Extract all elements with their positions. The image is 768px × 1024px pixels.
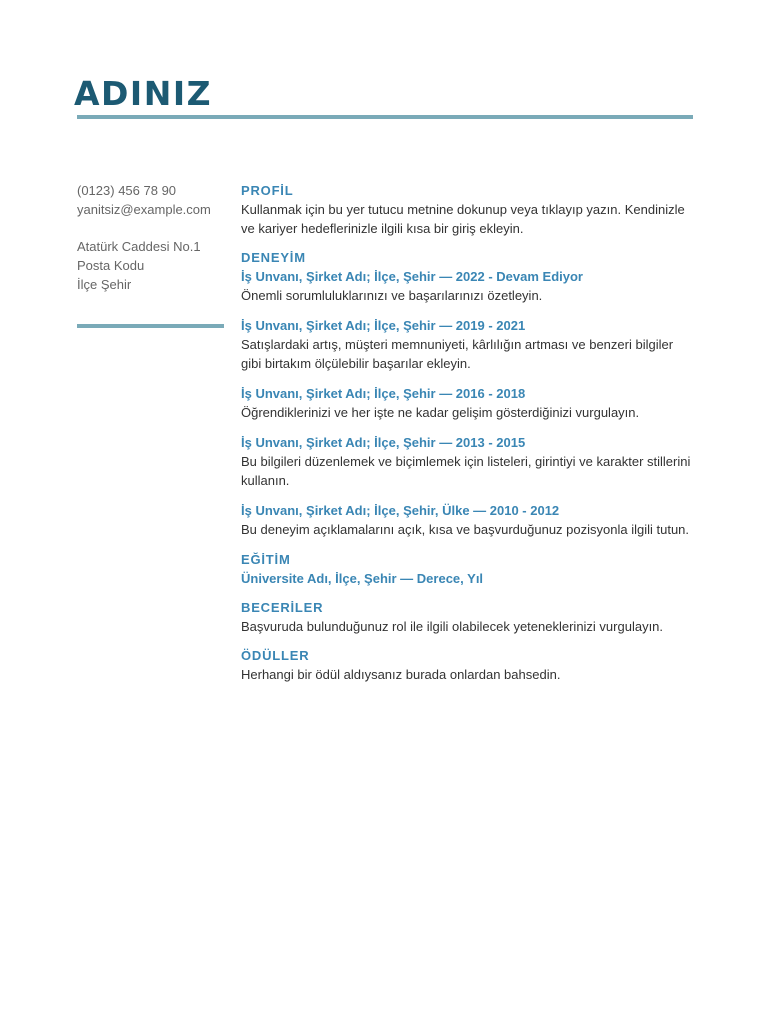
contact-divider (77, 324, 224, 328)
awards-heading[interactable]: ÖDÜLLER (241, 648, 310, 663)
job-title[interactable]: İş Unvanı, Şirket Adı; İlçe, Şehir — 2016 - 2018 (241, 386, 526, 401)
job-description[interactable]: Satışlardaki artış, müşteri memnuniyeti, kârlılığın artması ve benzeri bilgiler gibi birtakım ölçülebilir başarılar ekleyin. (241, 337, 674, 371)
skills-text[interactable]: Başvuruda bulunduğunuz rol ile ilgili olabilecek yeteneklerinizi vurgulayın. (241, 619, 664, 634)
email[interactable]: yanitsiz@example.com (77, 202, 211, 217)
job-title[interactable]: İş Unvanı, Şirket Adı; İlçe, Şehir — 2019 - 2021 (241, 318, 526, 333)
job-description[interactable]: Bu deneyim açıklamalarını açık, kısa ve başvurduğunuz pozisyonla ilgili tutun. (241, 522, 690, 537)
name-title[interactable]: ADINIZ (74, 74, 213, 113)
job-description[interactable]: Öğrendiklerinizi ve her işte ne kadar gelişim gösterdiğinizi vurgulayın. (241, 405, 640, 420)
header-divider (77, 115, 693, 119)
education-heading[interactable]: EĞİTİM (241, 552, 291, 567)
skills-heading[interactable]: BECERİLER (241, 600, 324, 615)
content-column (241, 181, 696, 684)
job-title[interactable]: İş Unvanı, Şirket Adı; İlçe, Şehir, Ülke — 2010 - 2012 (241, 503, 560, 518)
profile-text[interactable]: Kullanmak için bu yer tutucu metnine dokunup veya tıklayıp yazın. Kendinizle ve kariyer hedeflerinizle ilgili kısa bir giriş ekleyin. (241, 202, 685, 236)
education-entry[interactable]: Üniversite Adı, İlçe, Şehir — Derece, Yıl (241, 571, 484, 586)
job-description[interactable]: Önemli sorumluluklarınızı ve başarılarınızı özetleyin. (241, 288, 543, 303)
contact-column (77, 181, 227, 294)
address-street[interactable]: Atatürk Caddesi No.1 (77, 239, 201, 254)
profile-heading[interactable]: PROFİL (241, 183, 294, 198)
awards-text[interactable]: Herhangi bir ödül aldıysanız burada onlardan bahsedin. (241, 667, 561, 682)
experience-heading[interactable]: DENEYİM (241, 250, 306, 265)
job-title[interactable]: İş Unvanı, Şirket Adı; İlçe, Şehir — 2022 - Devam Ediyor (241, 269, 583, 284)
job-title[interactable]: İş Unvanı, Şirket Adı; İlçe, Şehir — 2013 - 2015 (241, 435, 526, 450)
address-city[interactable]: İlçe Şehir (77, 277, 132, 292)
address-postal-code[interactable]: Posta Kodu (77, 258, 145, 273)
phone[interactable]: (0123) 456 78 90 (77, 183, 177, 198)
job-description[interactable]: Bu bilgileri düzenlemek ve biçimlemek için listeleri, girintiyi ve karakter stillerini kullanın. (241, 454, 691, 488)
